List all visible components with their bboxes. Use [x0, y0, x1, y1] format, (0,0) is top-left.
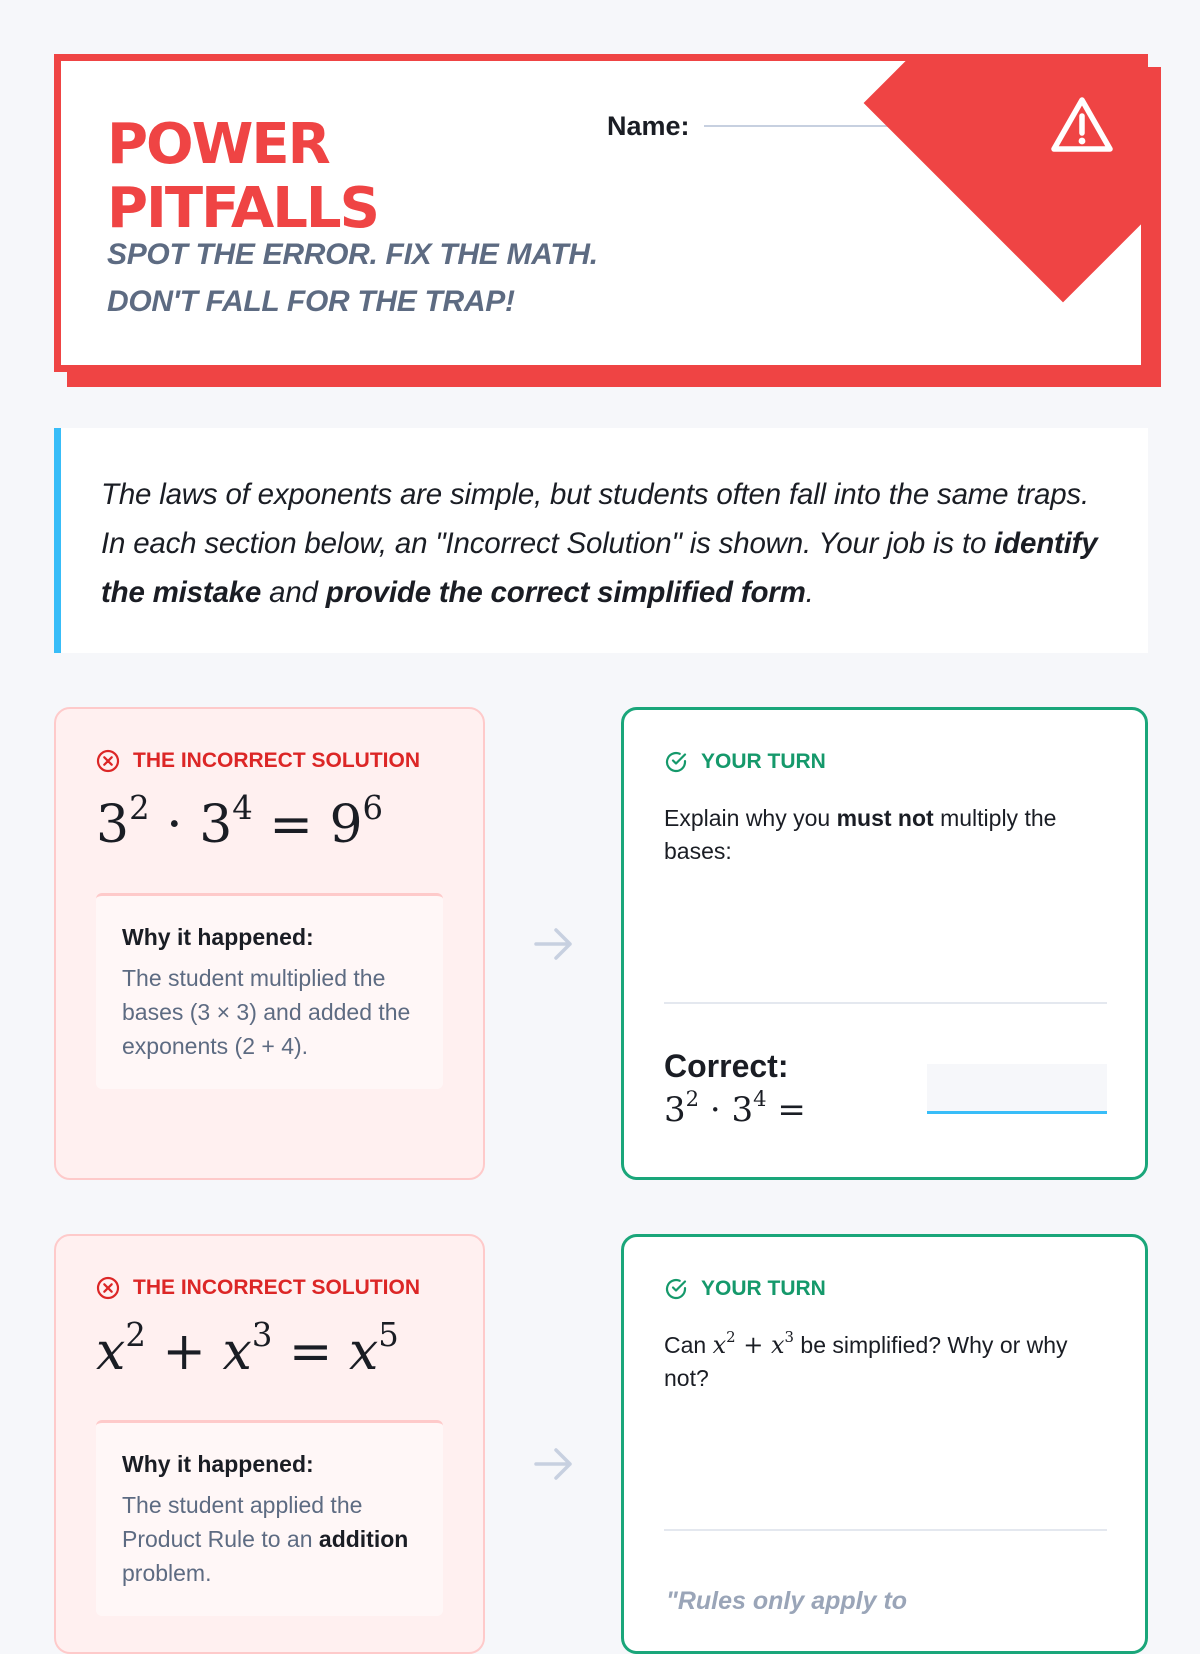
arrow-right-icon	[532, 1444, 576, 1484]
incorrect-solution-tag: THE INCORRECT SOLUTION	[96, 1276, 420, 1300]
your-turn-prompt: Can $x^2 + x^3$ be simplified? Why or why not?	[664, 1327, 1068, 1391]
page-title: POWER PITFALLS	[107, 112, 378, 241]
incorrect-equation: $3^2 \cdot 3^4 = 9^6$	[96, 788, 384, 855]
your-turn-prompt: Explain why you must not multiply the bases:	[664, 805, 1057, 864]
name-label: Name:	[607, 111, 690, 141]
correct-equation-prompt: $3^2 \cdot 3^4$ =	[664, 1085, 806, 1130]
your-turn-card	[621, 1234, 1148, 1654]
explanation-answer-line[interactable]	[664, 1002, 1107, 1004]
why-it-happened-box: Why it happened: The student applied the Product Rule to an addition problem.	[96, 1420, 443, 1616]
incorrect-equation: $x^2 + x^3 = x^5$	[96, 1315, 399, 1382]
your-turn-tag: YOUR TURN	[664, 1277, 826, 1301]
correct-answer-blank[interactable]	[927, 1064, 1107, 1114]
your-turn-card	[621, 707, 1148, 1180]
warning-triangle-icon	[1050, 95, 1114, 155]
your-turn-tag: YOUR TURN	[664, 750, 826, 774]
x-circle-icon	[96, 749, 120, 773]
incorrect-solution-card	[54, 707, 485, 1180]
intro-callout	[54, 428, 1148, 653]
correct-label: Correct:	[664, 1048, 789, 1084]
worksheet-header	[54, 54, 1148, 372]
arrow-right-icon	[532, 924, 576, 964]
explanation-answer-line[interactable]	[664, 1529, 1107, 1531]
hint-quote: "Rules only apply to	[666, 1587, 908, 1615]
subtitle: SPOT THE ERROR. FIX THE MATH. DON'T FALL FOR THE TRAP!	[107, 238, 598, 318]
why-it-happened-box: Why it happened: The student multiplied the bases (3 × 3) and added the exponents (2 + 4).	[96, 893, 443, 1089]
incorrect-solution-tag: THE INCORRECT SOLUTION	[96, 749, 420, 773]
corner-badge	[864, 54, 1148, 302]
check-circle-icon	[664, 750, 688, 774]
x-circle-icon	[96, 1276, 120, 1300]
check-circle-icon	[664, 1277, 688, 1301]
incorrect-solution-card	[54, 1234, 485, 1654]
intro-text: The laws of exponents are simple, but students often fall into the same traps. In each section below, an "Incorrect Solution" is shown. Your job is to identify the mistake and provide the correct simplified form.	[101, 478, 1098, 609]
